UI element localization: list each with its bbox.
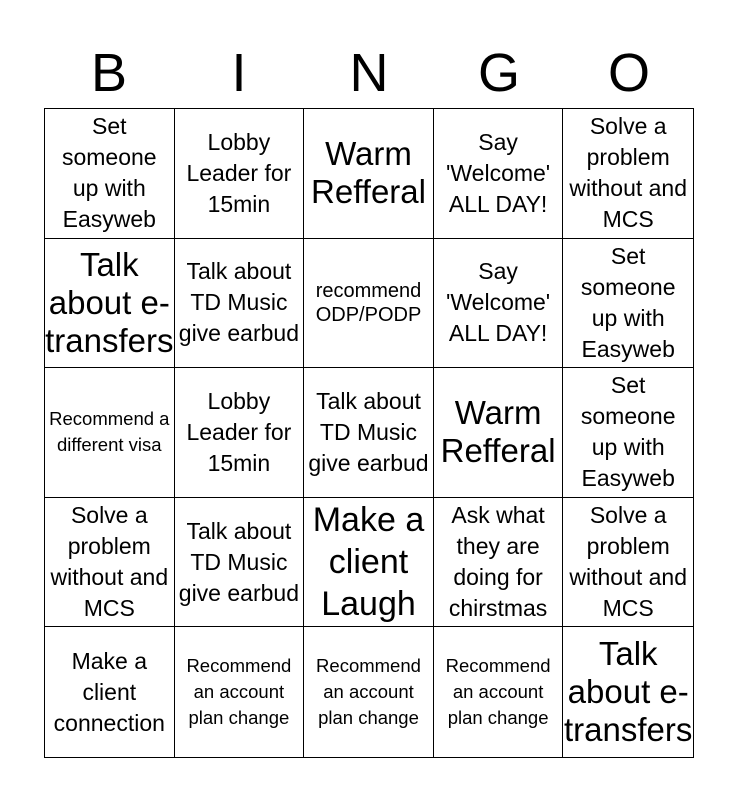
bingo-cell[interactable] [304, 239, 434, 369]
cell-text: Ask what they are doing for chirstmas [448, 502, 548, 622]
cell-text: Talk about TD Music give earbud [178, 517, 299, 606]
bingo-cell[interactable] [45, 498, 175, 628]
cell-text: Set someone up with Easyweb [580, 242, 676, 362]
cell-text: Solve a problem without and MCS [569, 113, 688, 233]
bingo-header [44, 40, 694, 106]
bingo-cell[interactable] [563, 109, 693, 239]
bingo-cell[interactable] [563, 498, 693, 628]
cell-text: Lobby Leader for 15min [186, 128, 292, 217]
header-letter-g: G [477, 43, 520, 103]
cell-text: Recommend an account plan change [186, 655, 292, 729]
bingo-cell[interactable] [175, 627, 305, 757]
bingo-cell[interactable] [175, 109, 305, 239]
bingo-cell[interactable] [175, 368, 305, 498]
cell-text: Recommend an account plan change [316, 655, 421, 729]
cell-text: Talk about e-transfers [45, 245, 174, 359]
header-letter-i: I [231, 43, 247, 103]
bingo-cell[interactable] [175, 239, 305, 369]
cell-text: Talk about e-transfers [564, 635, 693, 749]
cell-text: Talk about TD Music give earbud [308, 387, 429, 476]
bingo-board [44, 108, 694, 758]
bingo-cell[interactable] [45, 239, 175, 369]
header-letter-n: N [349, 43, 389, 103]
bingo-cell[interactable] [175, 498, 305, 628]
cell-text: Lobby Leader for 15min [186, 387, 292, 476]
cell-text: Say 'Welcome' ALL DAY! [445, 258, 551, 347]
bingo-cell[interactable] [45, 109, 175, 239]
cell-text: Recommend an account plan change [445, 655, 551, 729]
bingo-cell[interactable] [434, 368, 564, 498]
bingo-cell[interactable] [304, 368, 434, 498]
bingo-cell[interactable] [434, 109, 564, 239]
bingo-cell[interactable] [304, 627, 434, 757]
bingo-cell[interactable] [563, 239, 693, 369]
bingo-cell[interactable] [434, 498, 564, 628]
header-letter-o: O [607, 43, 650, 103]
cell-text: Say 'Welcome' ALL DAY! [445, 128, 551, 217]
header-letter-b: B [90, 43, 128, 103]
cell-text: Talk about TD Music give earbud [178, 258, 299, 347]
cell-text: Solve a problem without and MCS [50, 502, 169, 622]
cell-text: Set someone up with Easyweb [580, 372, 676, 492]
cell-text: Make a client connection [53, 647, 165, 736]
bingo-cell[interactable] [434, 627, 564, 757]
cell-text: Set someone up with Easyweb [61, 113, 157, 233]
bingo-cell[interactable] [304, 498, 434, 628]
cell-text: Recommend a different visa [49, 408, 170, 456]
bingo-cell[interactable] [304, 109, 434, 239]
bingo-cell[interactable] [434, 239, 564, 369]
bingo-cell[interactable] [563, 368, 693, 498]
bingo-cell[interactable] [45, 627, 175, 757]
cell-text: recommend ODP/PODP [315, 279, 422, 326]
cell-text: Make a client Laugh [312, 501, 425, 624]
bingo-cell[interactable] [563, 627, 693, 757]
cell-text: Solve a problem without and MCS [569, 502, 688, 622]
cell-text: Warm Refferal [440, 394, 556, 470]
bingo-cell[interactable] [45, 368, 175, 498]
cell-text: Warm Refferal [311, 135, 426, 211]
